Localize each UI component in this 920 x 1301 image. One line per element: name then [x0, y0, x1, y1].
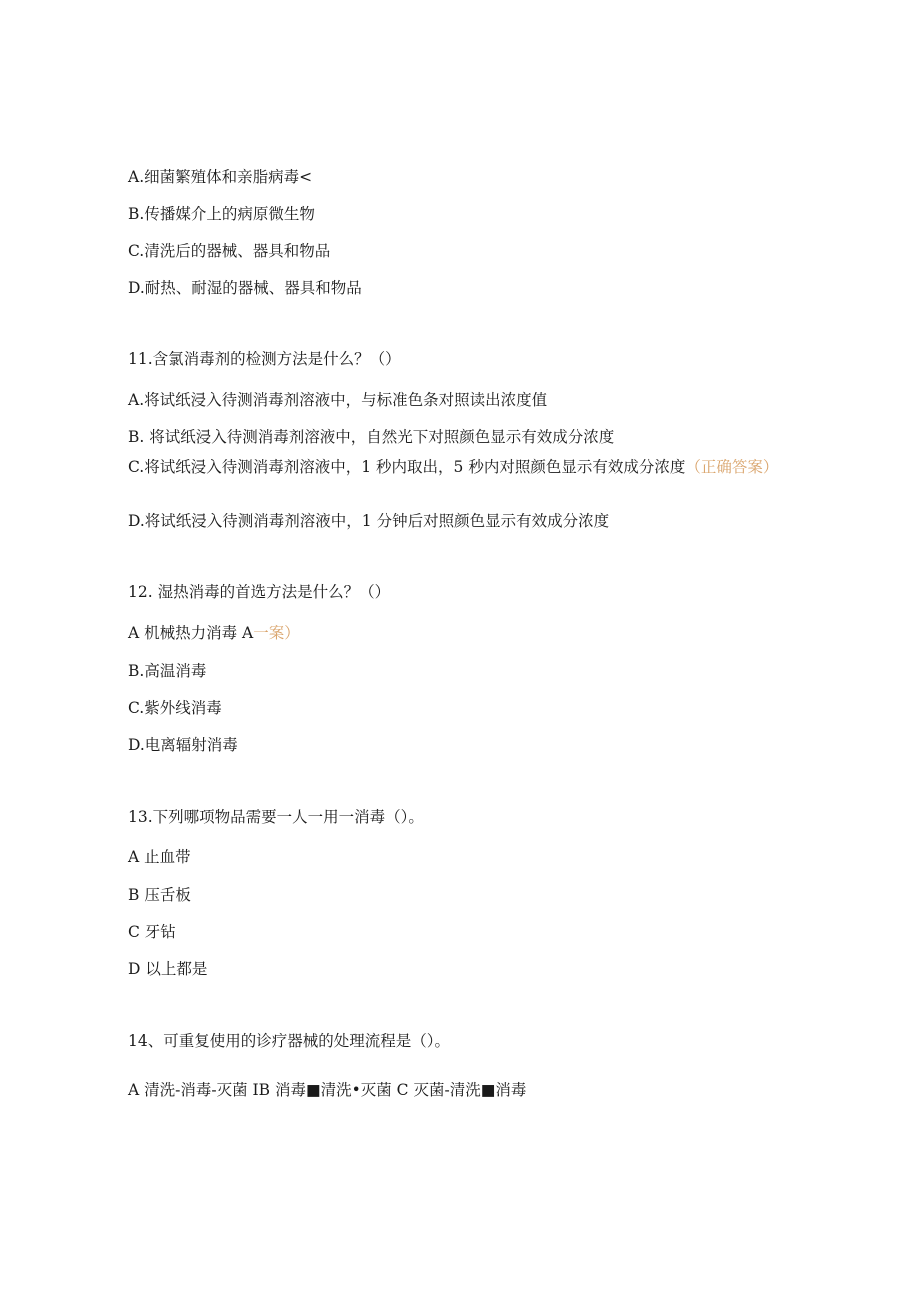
q14-question: 14、可重复使用的诊疗器械的处理流程是（）。 [128, 1032, 450, 1050]
q12-question: 12. 湿热消毒的首选方法是什么？（） [128, 583, 391, 601]
q11-option-c-text: C.将试纸浸入待测消毒剂溶液中，1 秒内取出，5 秒内对照颜色显示有效成分浓度 [128, 458, 686, 476]
q13-option-c: C 牙钻 [128, 923, 176, 941]
q13-option-a: A 止血带 [128, 848, 191, 866]
q10-option-d: D.耐热、耐湿的器械、器具和物品 [128, 279, 362, 297]
q11-option-b: B. 将试纸浸入待测消毒剂溶液中，自然光下对照颜色显示有效成分浓度 [128, 428, 615, 446]
q12-option-b: B.高温消毒 [128, 662, 207, 680]
q11-option-c [128, 456, 788, 478]
q12-correct-answer-mark: 一案） [253, 624, 300, 642]
q13-option-d: D 以上都是 [128, 960, 208, 978]
q12-option-c: C.紫外线消毒 [128, 699, 222, 717]
q11-option-d: D.将试纸浸入待测消毒剂溶液中，1 分钟后对照颜色显示有效成分浓度 [128, 512, 610, 530]
q11-option-a: A.将试纸浸入待测消毒剂溶液中，与标准色条对照读出浓度值 [128, 391, 548, 409]
q13-option-b: B 压舌板 [128, 886, 191, 904]
q12-option-a [128, 622, 300, 644]
q12-option-a-text: A 机械热力消毒 A [128, 624, 254, 642]
q10-option-c: C.清洗后的器械、器具和物品 [128, 242, 331, 260]
q10-option-a: A.细菌繁殖体和亲脂病毒< [128, 168, 313, 186]
q14-options: A 清洗-消毒-灭菌 IB 消毒■清洗•灭菌 C 灭菌-清洗■消毒 [128, 1081, 527, 1099]
q11-correct-answer-mark: （正确答案） [685, 458, 779, 476]
q10-option-b: B.传播媒介上的病原微生物 [128, 205, 315, 223]
q13-question: 13.下列哪项物品需要一人一用一消毒（）。 [128, 808, 424, 826]
q11-question: 11.含氯消毒剂的检测方法是什么？（） [128, 350, 401, 368]
q12-option-d: D.电离辐射消毒 [128, 736, 238, 754]
